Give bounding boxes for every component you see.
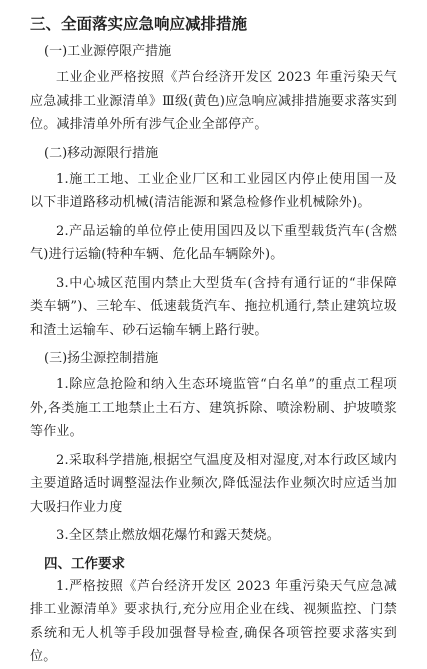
subheading-mobile-source: (二)移动源限行措施 (44, 145, 159, 161)
paragraph-dust-3: 3.全区禁止燃放烟花爆竹和露天焚烧。 (56, 528, 281, 543)
subheading-industrial: (一)工业源停限产措施 (44, 44, 172, 59)
section-4-heading: 四、工作要求 (44, 555, 125, 572)
section-3-heading: 三、全面落实应急响应减排措施 (30, 15, 248, 33)
subheading-dust-source: (三)扬尘源控制措施 (44, 351, 159, 366)
paragraph-requirements: 1.严格按照《芦台经济开发区 2023 年重污染天气应急减排工业源清单》要求执行,充分应用企业在线、视频监控、门禁系统和无人机等手段加强督导检查,确保各项管控要求落实到位。 (30, 578, 397, 664)
paragraph-dust-1: 1.除应急抢险和纳入生态环境监管“白名单”的重点工程项外,各类施工工地禁止土石方、建筑拆除、喷涂粉刷、护坡喷浆等作业。 (30, 377, 397, 439)
paragraph-mobile-1: 1.施工工地、工业企业厂区和工业园区内停止使用国一及以下非道路移动机械(清洁能源和紧急检修作业机械除外)。 (30, 171, 397, 210)
paragraph-mobile-2: 2.产品运输的单位停止使用国四及以下重型载货汽车(含燃气)进行运输(特种车辆、危化品车辆除外)。 (30, 223, 397, 262)
paragraph-dust-2: 2.采取科学措施,根据空气温度及相对湿度,对本行政区域内主要道路适时调整湿法作业频次,降低湿法作业频次时应适当加大吸扫作业力度 (30, 452, 397, 515)
paragraph-mobile-3: 3.中心城区范围内禁止大型货车(含持有通行证的“非保障类车辆”)、三轮车、低速载货汽车、拖拉机通行,禁止建筑垃圾和渣土运输车、砂石运输车辆上路行驶。 (30, 275, 397, 338)
paragraph-industrial: 工业企业严格按照《芦台经济开发区 2023 年重污染天气应急减排工业源清单》Ⅲ级(黄色)应急响应减排措施要求落实到位。减排清单外所有涉气企业全部停产。 (30, 70, 397, 132)
